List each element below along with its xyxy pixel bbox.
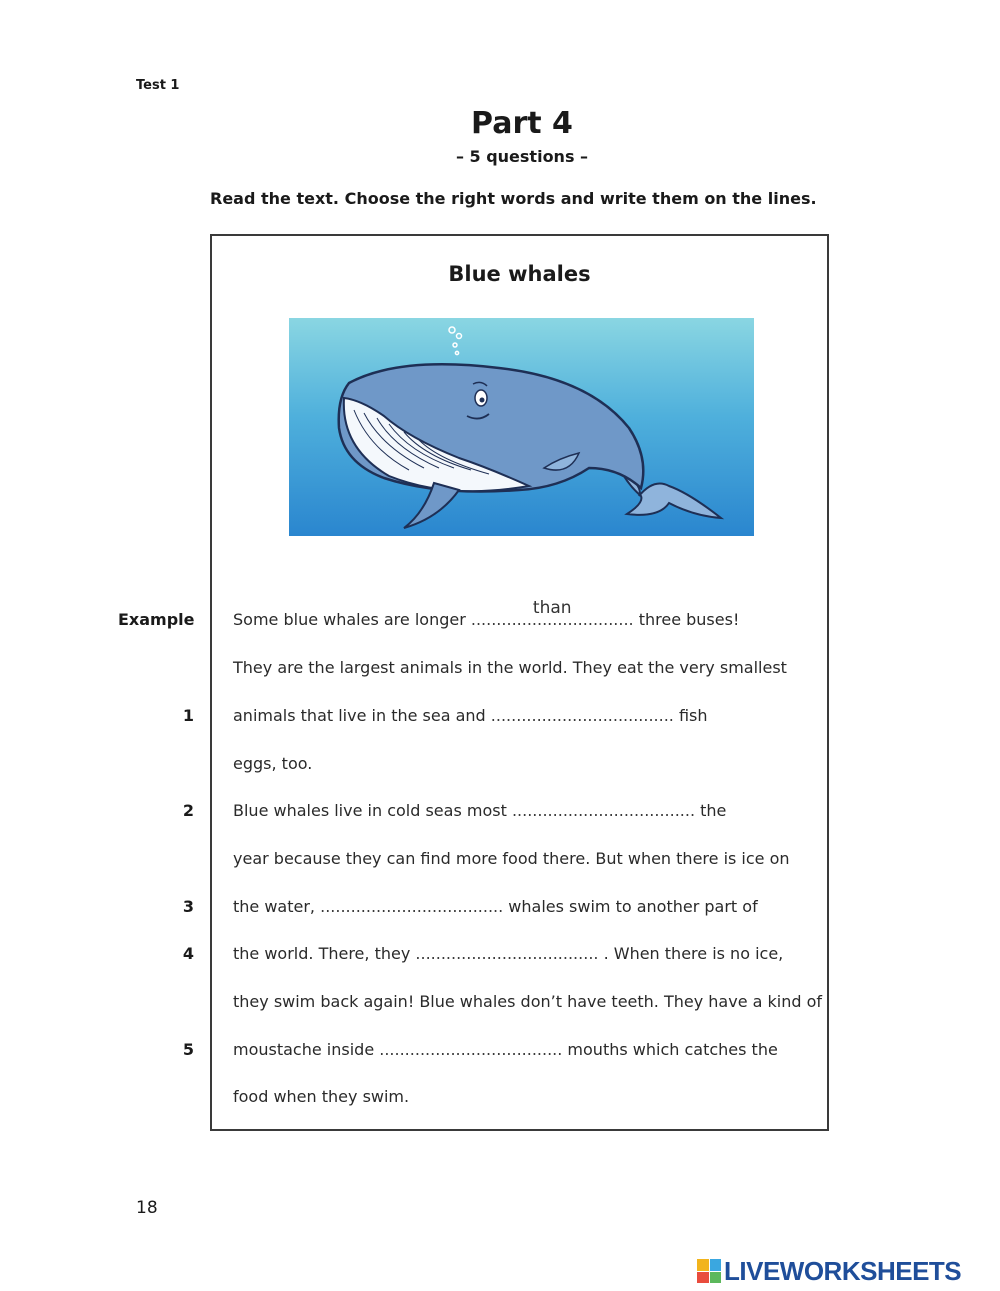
answer-blank-3[interactable]: .................................... [320, 897, 504, 916]
text-line: they swim back again! Blue whales don’t have teeth. They have a kind of [233, 992, 823, 1011]
text-line: year because they can find more food there. But when there is ice on [233, 849, 790, 868]
text-line-example [233, 598, 740, 629]
answer-blank-1[interactable]: .................................... [490, 706, 674, 725]
part-subtitle: – 5 questions – [455, 147, 589, 166]
answer-blank-2[interactable]: .................................... [511, 801, 696, 820]
question-number-3: 3 [182, 897, 194, 916]
example-label: Example [118, 610, 195, 629]
text-line-q2: Blue whales live in cold seas most .................................... the [233, 801, 727, 820]
line-pre: Some blue whales are longer [233, 610, 471, 629]
question-number-5: 5 [182, 1040, 194, 1059]
text-line: They are the largest animals in the world. They eat the very smallest [233, 658, 787, 677]
story-title: Blue whales [448, 262, 591, 286]
text-line-q3: the water, .................................... whales swim to another part of [233, 897, 758, 916]
example-answer: than [532, 598, 572, 618]
blue-whale-illustration [289, 318, 754, 536]
line-post: three buses! [633, 610, 740, 629]
liveworksheets-logo-icon [697, 1259, 721, 1283]
question-number-4: 4 [182, 944, 194, 963]
page-number: 18 [136, 1198, 158, 1218]
liveworksheets-brand[interactable] [697, 1257, 961, 1285]
answer-blank-5[interactable]: .................................... [379, 1040, 563, 1059]
answer-blank-4[interactable]: .................................... [415, 944, 599, 963]
text-line-q1: animals that live in the sea and .................................... fish [233, 706, 708, 725]
part-title: Part 4 [471, 106, 573, 141]
text-line: eggs, too. [233, 754, 313, 773]
brand-name: LIVEWORKSHEETS [724, 1255, 962, 1286]
text-line-q4: the world. There, they .................................... . When there is no ice, [233, 944, 784, 963]
test-label: Test 1 [136, 78, 180, 93]
instructions: Read the text. Choose the right words and write them on the lines. [210, 189, 817, 208]
text-line: food when they swim. [233, 1087, 410, 1106]
question-number-2: 2 [182, 801, 194, 820]
answer-blank-example: ................................ than [470, 598, 634, 629]
question-number-1: 1 [182, 706, 194, 725]
text-line-q5: moustache inside .................................... mouths which catches the [233, 1040, 778, 1059]
